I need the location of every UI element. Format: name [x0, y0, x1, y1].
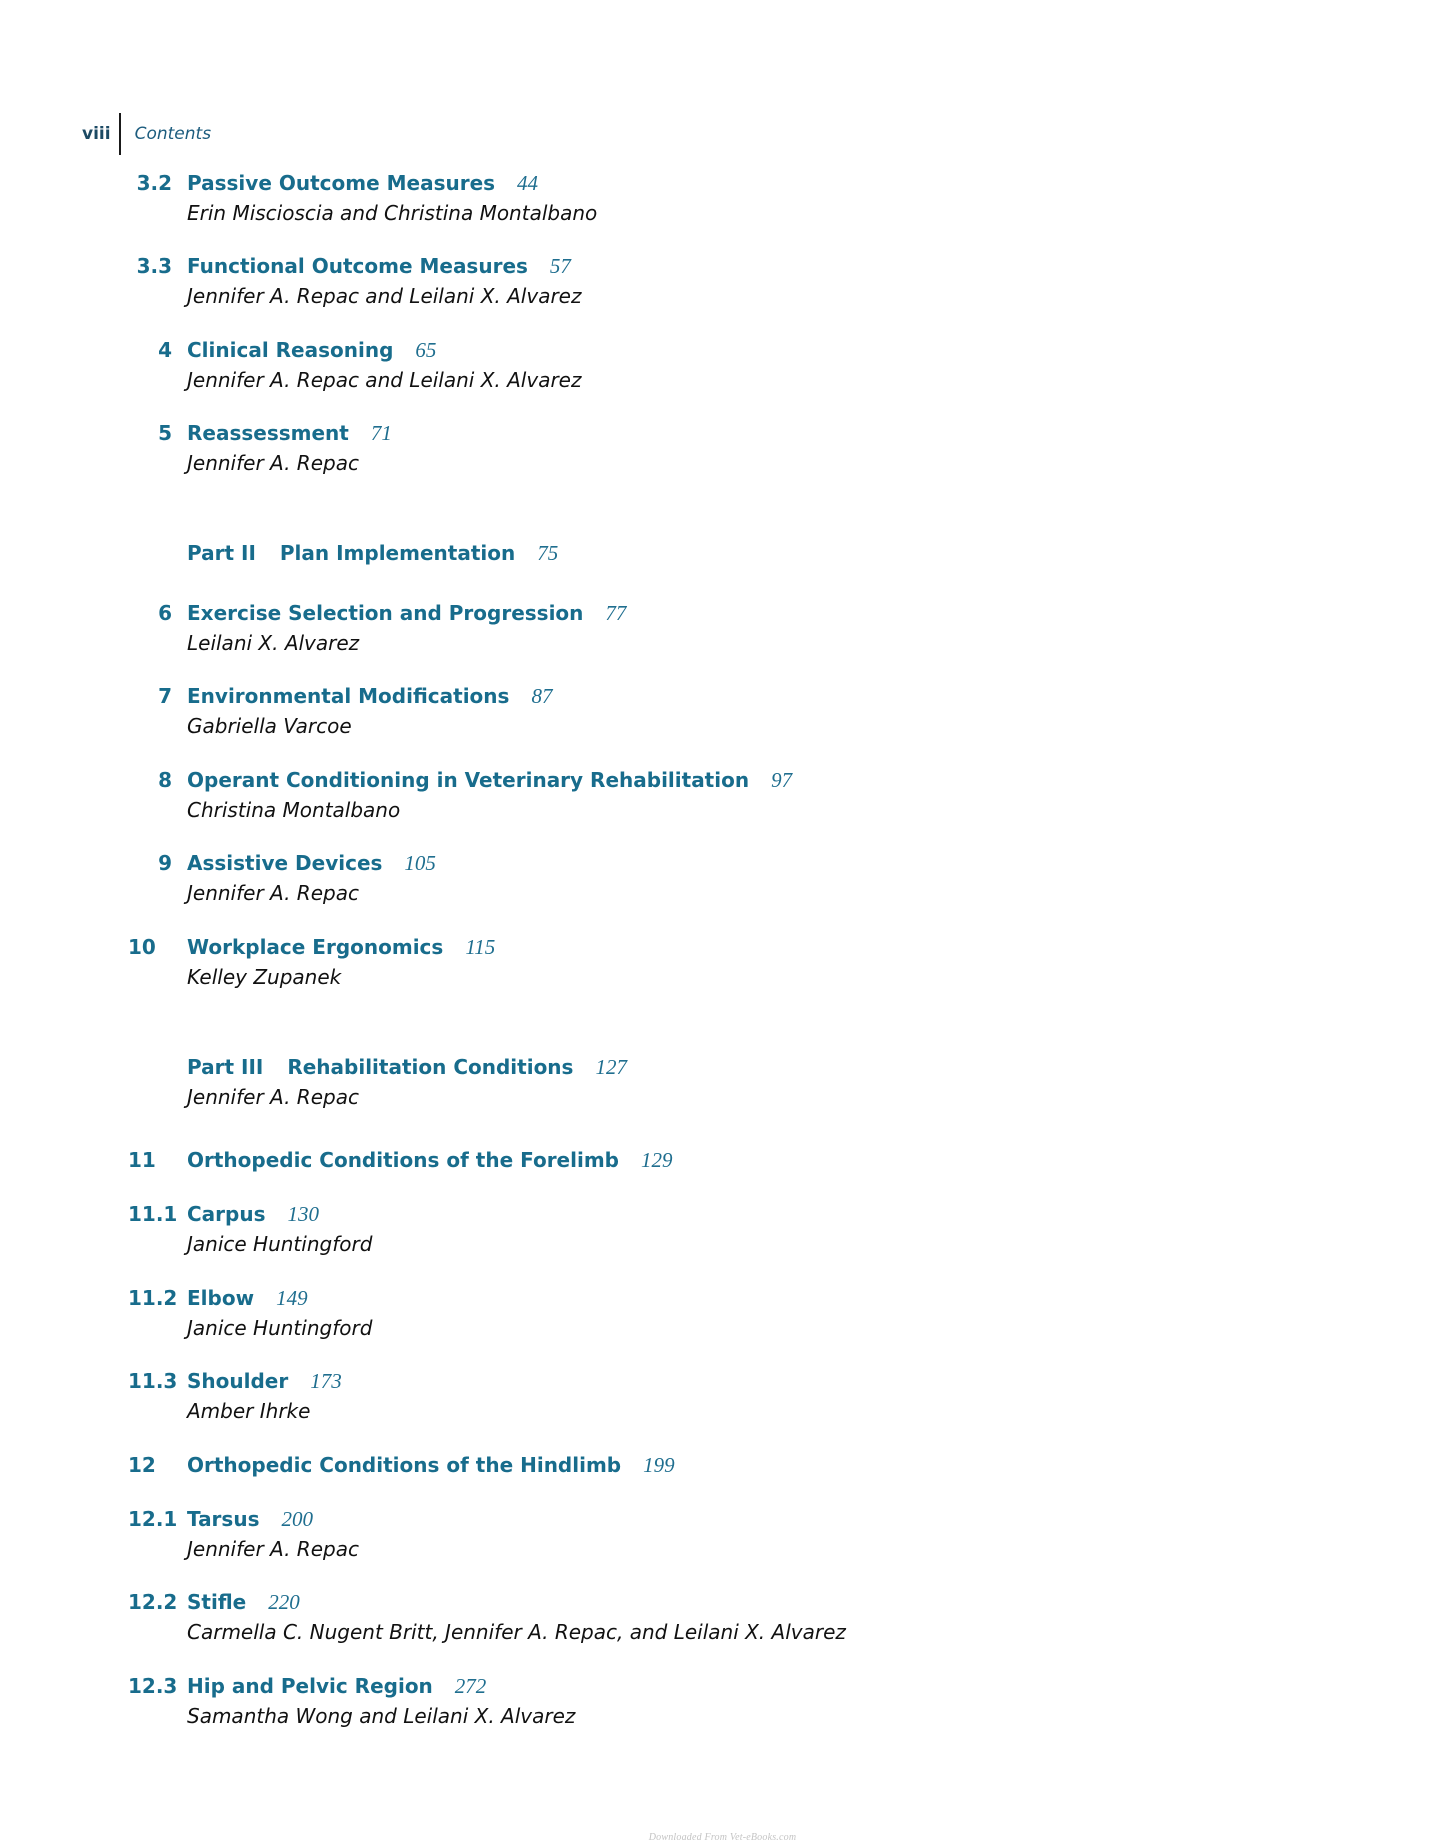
chapter-title-text: Tarsus — [187, 1507, 260, 1531]
toc-title-line — [0, 1283, 1300, 1313]
chapter-number: 12.1 — [128, 1507, 178, 1531]
chapter-title-text: Orthopedic Conditions of the Forelimb — [187, 1148, 619, 1172]
chapter-author: Kelley Zupanek — [187, 965, 342, 989]
chapter-title[interactable] — [187, 765, 792, 795]
page-reference: 200 — [281, 1507, 313, 1531]
toc-title-line — [0, 848, 1300, 878]
chapter-number: 4 — [158, 338, 172, 362]
chapter-number: 11.3 — [128, 1369, 178, 1393]
toc-title-line — [0, 765, 1300, 795]
chapter-title-text: Carpus — [187, 1202, 266, 1226]
toc-entry[interactable] — [0, 418, 1300, 475]
chapter-author: Samantha Wong and Leilani X. Alvarez — [187, 1704, 576, 1728]
toc-title-line — [0, 1504, 1300, 1534]
toc-part-entry[interactable] — [0, 1052, 1300, 1109]
page-reference: 127 — [595, 1055, 627, 1079]
toc-entry[interactable] — [0, 251, 1300, 308]
chapter-title-text: Functional Outcome Measures — [187, 254, 528, 278]
toc-title-line — [0, 418, 1300, 448]
page-reference: 57 — [549, 254, 571, 278]
chapter-author: Janice Huntingford — [187, 1316, 373, 1340]
chapter-title[interactable] — [187, 1504, 313, 1534]
page-number: viii — [82, 124, 111, 144]
chapter-author: Jennifer A. Repac and Leilani X. Alvarez — [187, 284, 582, 308]
toc-title-line — [0, 681, 1300, 711]
toc-title-line — [0, 168, 1300, 198]
toc-title-line — [0, 1450, 1300, 1480]
page-reference: 272 — [454, 1674, 487, 1698]
chapter-title[interactable] — [187, 1199, 319, 1229]
chapter-title-text: Environmental Modifications — [187, 684, 510, 708]
toc-title-line — [0, 335, 1300, 365]
chapter-number: 11 — [128, 1148, 156, 1172]
toc-title-line — [0, 1671, 1300, 1701]
part-label: Part II — [187, 541, 256, 565]
chapter-number: 12.2 — [128, 1590, 178, 1614]
chapter-author: Janice Huntingford — [187, 1232, 373, 1256]
chapter-title-text: Passive Outcome Measures — [187, 171, 496, 195]
page-reference: 105 — [404, 851, 436, 875]
toc-title-line — [0, 932, 1300, 962]
toc-title-line — [0, 538, 1300, 568]
toc-entry[interactable] — [0, 1283, 1300, 1340]
chapter-title[interactable] — [187, 1671, 486, 1701]
toc-part-entry[interactable] — [0, 538, 1300, 568]
chapter-title-text: Exercise Selection and Progression — [187, 601, 584, 625]
chapter-number: 11.2 — [128, 1286, 178, 1310]
page-reference: 65 — [415, 338, 437, 362]
toc-entry[interactable] — [0, 1366, 1300, 1423]
toc-entry[interactable] — [0, 765, 1300, 822]
toc-entry[interactable] — [0, 335, 1300, 392]
chapter-title-text: Hip and Pelvic Region — [187, 1674, 433, 1698]
toc-title-line — [0, 1587, 1300, 1617]
toc-entry[interactable] — [0, 932, 1300, 989]
toc-title-line — [0, 1052, 1300, 1082]
chapter-title[interactable] — [187, 538, 558, 568]
chapter-title-text: Shoulder — [187, 1369, 289, 1393]
chapter-title[interactable] — [187, 848, 436, 878]
toc-title-line — [0, 1199, 1300, 1229]
toc-title-line — [0, 251, 1300, 281]
page-reference: 199 — [643, 1453, 675, 1477]
chapter-author: Jennifer A. Repac — [187, 881, 359, 905]
chapter-title-text: Rehabilitation Conditions — [287, 1055, 574, 1079]
chapter-number: 7 — [158, 684, 172, 708]
toc-entry[interactable] — [0, 1145, 1300, 1175]
chapter-title[interactable] — [187, 1587, 300, 1617]
chapter-title[interactable] — [187, 1145, 672, 1175]
chapter-title-text: Assistive Devices — [187, 851, 383, 875]
chapter-author: Jennifer A. Repac and Leilani X. Alvarez — [187, 368, 582, 392]
chapter-number: 5 — [158, 421, 172, 445]
running-head: Contents — [134, 124, 212, 144]
chapter-author: Gabriella Varcoe — [187, 714, 352, 738]
chapter-title[interactable] — [187, 681, 552, 711]
chapter-title-text: Elbow — [187, 1286, 255, 1310]
download-watermark: Downloaded From Vet-eBooks.com — [648, 1832, 797, 1843]
page-reference: 71 — [370, 421, 392, 445]
chapter-title[interactable] — [187, 418, 392, 448]
chapter-author: Jennifer A. Repac — [187, 1085, 359, 1109]
chapter-author: Leilani X. Alvarez — [187, 631, 360, 655]
chapter-author: Erin Miscioscia and Christina Montalbano — [187, 201, 598, 225]
chapter-title-text: Stifle — [187, 1590, 247, 1614]
page-reference: 97 — [771, 768, 793, 792]
page-reference: 129 — [640, 1148, 673, 1172]
chapter-author: Jennifer A. Repac — [187, 451, 359, 475]
chapter-title[interactable] — [187, 1052, 627, 1082]
toc-entry[interactable] — [0, 1504, 1300, 1561]
page-reference: 173 — [310, 1369, 342, 1393]
chapter-title-text: Orthopedic Conditions of the Hindlimb — [187, 1453, 622, 1477]
chapter-title-text: Operant Conditioning in Veterinary Rehabilitation — [187, 768, 750, 792]
part-label: Part III — [187, 1055, 264, 1079]
toc-title-line — [0, 1145, 1300, 1175]
chapter-title[interactable] — [187, 1450, 675, 1480]
page-reference: 149 — [276, 1286, 308, 1310]
chapter-number: 3.3 — [136, 254, 172, 278]
toc-entry[interactable] — [0, 1199, 1300, 1256]
toc-entry[interactable] — [0, 598, 1300, 655]
chapter-number: 12.3 — [128, 1674, 178, 1698]
toc-title-line — [0, 598, 1300, 628]
page-reference: 44 — [517, 171, 539, 195]
chapter-title[interactable] — [187, 335, 436, 365]
toc-entry[interactable] — [0, 848, 1300, 905]
chapter-title[interactable] — [187, 168, 538, 198]
toc-entry[interactable] — [0, 1587, 1300, 1644]
chapter-title-text: Reassessment — [187, 421, 349, 445]
page-reference: 130 — [287, 1202, 319, 1226]
chapter-title[interactable] — [187, 1283, 308, 1313]
page-reference: 220 — [268, 1590, 300, 1614]
toc-entry[interactable] — [0, 168, 1300, 225]
chapter-author: Jennifer A. Repac — [187, 1537, 359, 1561]
toc-title-line — [0, 1366, 1300, 1396]
page-reference: 77 — [605, 601, 627, 625]
chapter-title-text: Workplace Ergonomics — [187, 935, 444, 959]
chapter-title-text: Plan Implementation — [279, 541, 516, 565]
page-reference: 87 — [531, 684, 553, 708]
chapter-number: 3.2 — [136, 171, 172, 195]
chapter-title-text: Clinical Reasoning — [187, 338, 394, 362]
chapter-number: 10 — [128, 935, 156, 959]
chapter-title[interactable] — [187, 598, 626, 628]
chapter-number: 9 — [158, 851, 172, 875]
chapter-number: 11.1 — [128, 1202, 178, 1226]
chapter-author: Carmella C. Nugent Britt, Jennifer A. Repac, and Leilani X. Alvarez — [187, 1620, 846, 1644]
chapter-number: 8 — [158, 768, 172, 792]
toc-entry[interactable] — [0, 681, 1300, 738]
page-reference: 75 — [537, 541, 559, 565]
chapter-number: 12 — [128, 1453, 156, 1477]
chapter-author: Amber Ihrke — [187, 1399, 311, 1423]
toc-entry[interactable] — [0, 1450, 1300, 1480]
page-reference: 115 — [465, 935, 496, 959]
chapter-title[interactable] — [187, 932, 495, 962]
toc-entry[interactable] — [0, 1671, 1300, 1728]
chapter-title[interactable] — [187, 251, 571, 281]
chapter-number: 6 — [158, 601, 172, 625]
chapter-title[interactable] — [187, 1366, 342, 1396]
chapter-author: Christina Montalbano — [187, 798, 401, 822]
